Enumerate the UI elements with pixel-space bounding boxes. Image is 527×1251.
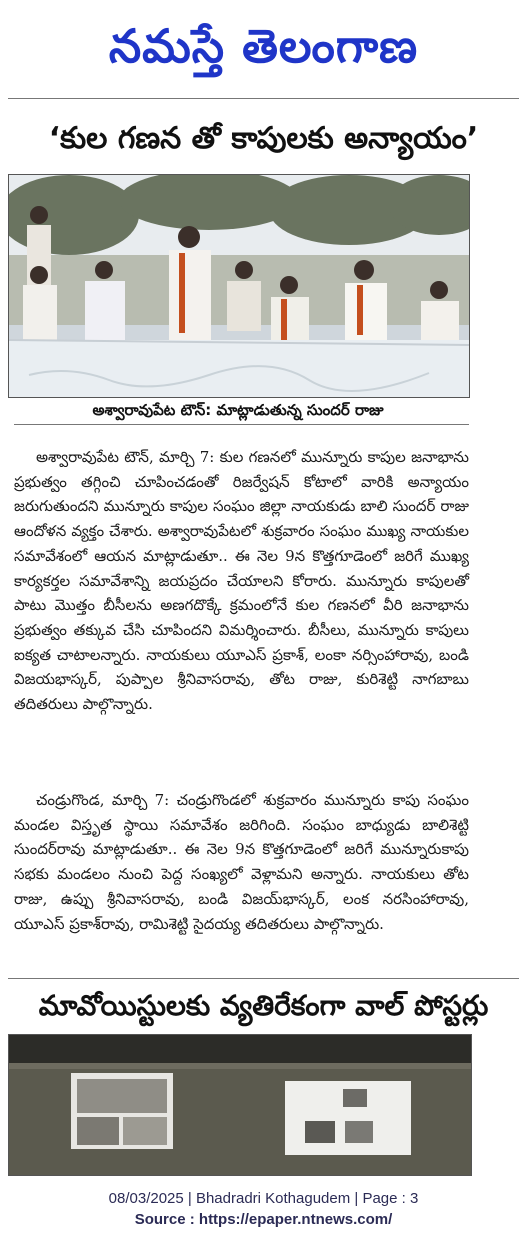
- source-link[interactable]: Source : https://epaper.ntnews.com/: [134, 1211, 393, 1228]
- masthead: [0, 8, 527, 84]
- article-paragraph: చండ్రుగొండ, మార్చి 7: చండ్రుగొండలో శుక్రవారం మున్నూరు కాపు సంఘం మండల విస్తృత స్థాయి సమావేశం జరిగింది. సంఘం బాధ్యుడు బాలిశెట్టి సుందర్‌రావు మాట్లాడుతూ.. ఈ నెల 9న కొత్తగూడెంలో జరిగే మున్నూరుకాపు సభకు మండలం నుంచి పెద్ద సంఖ్యలో వెళ్లామని అన్నారు. నాయకులు తోట రాజు, ఉప్పు శ్రీనివాసరావు, బండి విజయ్‌భాస్కర్, లంక నరసింహారావు, యూఎస్ ప్రకాశ్‌రావు, రామిశెట్టి సైదయ్య తదితరులు పాల్గొన్నారు.: [14, 791, 469, 933]
- article-divider: [8, 978, 519, 979]
- article-photo: [8, 174, 470, 398]
- newspaper-title: నమస్తే తెలంగాణ: [108, 19, 419, 73]
- photo-caption: అశ్వారావుపేట టౌన్: మాట్లాడుతున్న సుందర్ రాజు: [92, 401, 384, 419]
- caption-divider: [14, 424, 469, 425]
- article-headline: మావోయిస్టులకు వ్యతిరేకంగా వాల్ పోస్టర్లు: [38, 989, 489, 1022]
- masthead-divider: [8, 98, 519, 99]
- article-paragraph: అశ్వారావుపేట టౌన్, మార్చి 7: కుల గణనలో మున్నూరు కాపుల జనాభాను ప్రభుత్వం తగ్గించి చూపించడంతో రిజర్వేషన్ కోటాలో వారికి అన్యాయం జరుగుతుందని మున్నూరు కాపుల సంఘం జిల్లా నాయకుడు బాలి సుందర్ రాజు ఆందోళన వ్యక్తం చేశారు. అశ్వారావుపేటలో శుక్రవారం సంఘం ముఖ్య నాయకుల సమావేశంలో ఆయన మాట్లాడుతూ.. ఈ నెల 9న కొత్తగూడెంలో జరిగే ముఖ్య కార్యకర్తల సమావేశాన్ని జయప్రదం చేయాలని కోరారు. మున్నూరు కాపులతో పాటు మొత్తం బీసీలను అణగదొక్కే క్రమంలోనే కుల గణనలో వీరి జనాభాను ప్రభుత్వం తక్కువ చేసి చూపిందని విమర్శించారు. బీసీలు, మున్నూరు కాపులు ఐక్యత చాటాలన్నారు. నాయకులు యూఎస్ ప్రకాశ్, లంకా నర్సింహారావు, బండి విజయభాస్కర్, పుప్పాల శ్రీనివాసరావు, తోట రాజు, కురిశెట్టి నాగబాబు తదితరులు పాల్గొన్నారు.: [14, 448, 469, 714]
- article-photo: [8, 1034, 472, 1176]
- edition-info: 08/03/2025 | Bhadradri Kothagudem | Page : 3: [108, 1190, 419, 1207]
- article-headline: ‘కుల గణన తో కాపులకు అన్యాయం’: [48, 121, 479, 156]
